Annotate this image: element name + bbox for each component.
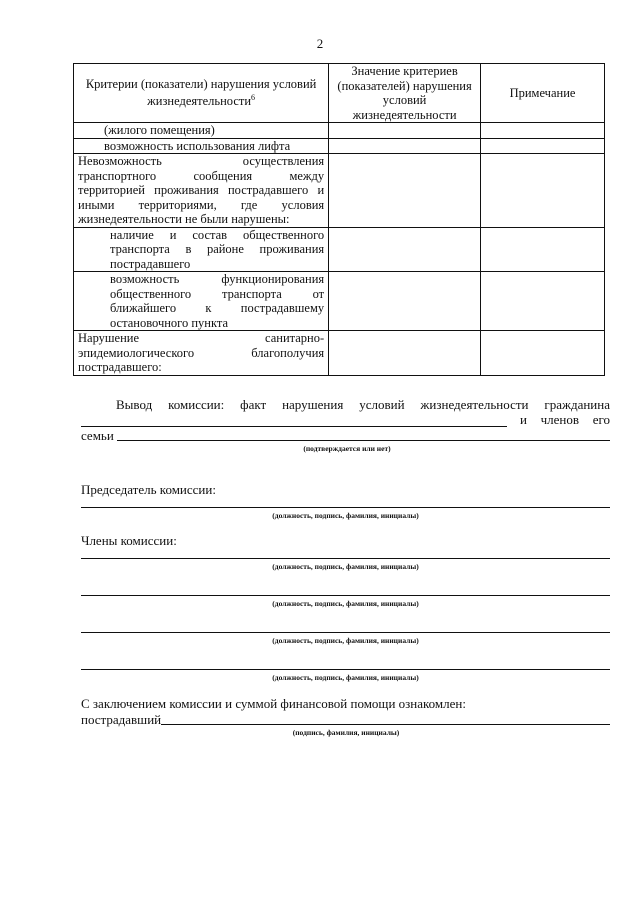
table-row [74,227,605,272]
conclusion-line1: Вывод комиссии: факт нарушения условий жизнедеятельности гражданина [116,397,610,412]
chairman-signature-field[interactable] [81,507,610,508]
note-cell[interactable] [481,272,605,331]
conclusion-family-label: семьи [81,428,114,443]
member-hint-1: (должность, подпись, фамилия, инициалы) [272,562,419,571]
value-cell[interactable] [329,227,481,272]
table-row [74,123,605,139]
member-signature-field-3[interactable] [81,632,610,633]
note-cell[interactable] [481,138,605,154]
page-number: 2 [316,36,324,51]
header-value: Значение критериев (показателей) нарушения условий жизнедеятельности [329,64,481,123]
value-cell[interactable] [329,123,481,139]
note-cell[interactable] [481,331,605,376]
table-row [74,272,605,331]
member-hint-4: (должность, подпись, фамилия, инициалы) [272,673,419,682]
member-signature-field-2[interactable] [81,595,610,596]
victim-label: пострадавший [81,712,162,727]
conclusion-hint: (подтверждается или нет) [303,444,391,453]
value-cell[interactable] [329,272,481,331]
row-living-premises: (жилого помещения) [74,123,329,139]
victim-signature-field[interactable] [161,724,610,725]
conclusion-result-field[interactable] [117,440,610,441]
chairman-label: Председатель комиссии: [81,482,216,497]
member-hint-2: (должность, подпись, фамилия, инициалы) [272,599,419,608]
member-hint-3: (должность, подпись, фамилия, инициалы) [272,636,419,645]
table-header-row [74,64,605,123]
chairman-hint: (должность, подпись, фамилия, инициалы) [272,511,419,520]
member-signature-field-1[interactable] [81,558,610,559]
note-cell[interactable] [481,154,605,228]
value-cell[interactable] [329,138,481,154]
acquaintance-line1: С заключением комиссии и суммой финансовой помощи ознакомлен: [81,696,466,711]
table-row [74,154,605,228]
row-transport-impossibility: Невозможность осуществления транспортного сообщения между территорией проживания пострадавшего и иными территориями, где условия жизнедеятельности не были нарушены: [74,154,329,228]
row-public-transport: наличие и состав общественного транспорта в районе проживания пострадавшего [74,227,329,272]
conclusion-line2-tail: и членов его [520,412,610,427]
criteria-table [73,63,605,376]
table-row [74,331,605,376]
value-cell[interactable] [329,154,481,228]
note-cell[interactable] [481,227,605,272]
footnote-marker: 6 [251,93,256,103]
note-cell[interactable] [481,123,605,139]
row-transport-functioning: возможность функционирования общественного транспорта от ближайшего к пострадавшему остановочного пункта [74,272,329,331]
value-cell[interactable] [329,331,481,376]
row-elevator: возможность использования лифта [74,138,329,154]
conclusion-citizen-field[interactable] [81,426,507,427]
member-signature-field-4[interactable] [81,669,610,670]
header-criteria: Критерии (показатели) нарушения условий жизнедеятельности$^6$ [74,64,329,123]
row-sanitary: Нарушение санитарно- эпидемиологического благополучия пострадавшего: [74,331,329,376]
table-row [74,138,605,154]
header-note: Примечание [481,64,605,123]
victim-hint: (подпись, фамилия, инициалы) [292,728,400,737]
members-label: Члены комиссии: [81,533,177,548]
